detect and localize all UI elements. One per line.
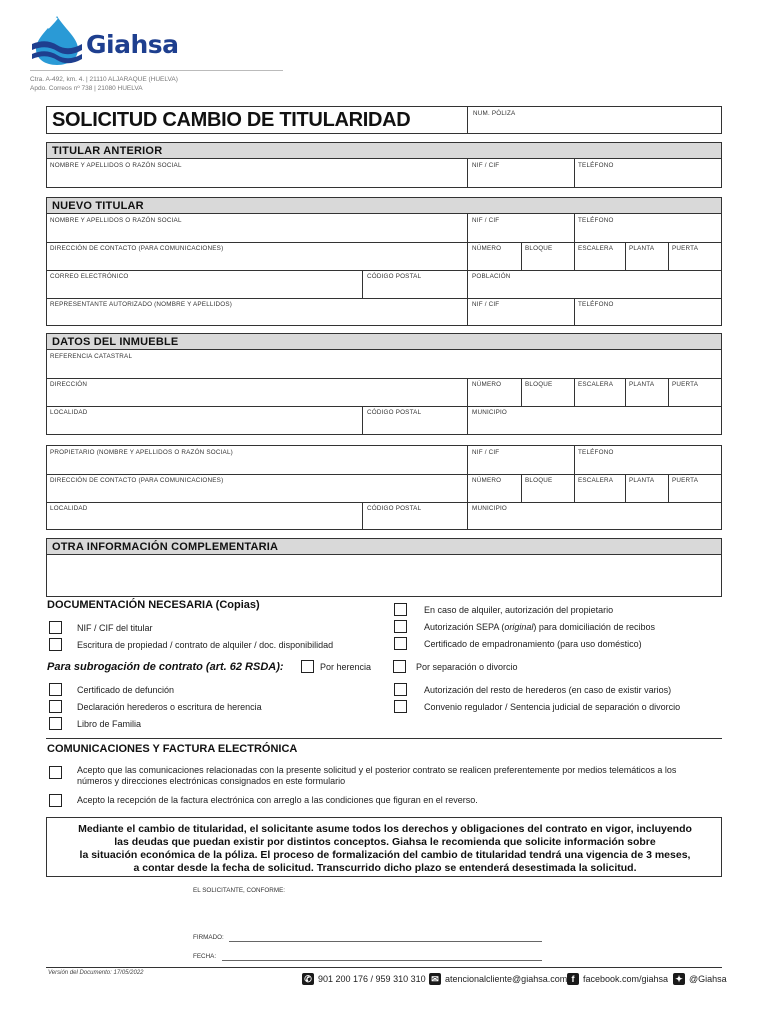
solicitante-label: EL SOLICITANTE, CONFORME: (193, 887, 286, 894)
autorizacion-herederos-checkbox[interactable] (394, 683, 407, 696)
title-box (46, 106, 722, 134)
section-nuevo-titular: NUEVO TITULAR (46, 197, 722, 214)
num-poliza-label: NUM. PÓLIZA (473, 110, 516, 117)
twitter-icon: ✦ (673, 973, 685, 985)
convenio-checkbox[interactable] (394, 700, 407, 713)
water-drop-logo-icon (28, 14, 86, 66)
legal-notice: Mediante el cambio de titularidad, el solicitante asume todos los derechos y obligaciones del contrato en vigor, incluyendo las deudas que puedan existir por distintos conceptos. Giahsa le recomienda que solicite información sobre la situación económica de la póliza. El proceso de formalización del cambio de titularidad tendrá una vigencia de 3 meses, a contar desde la fecha de solicitud. Transcurrido dicho plazo se entenderá desestimada la solicitud. (46, 817, 722, 877)
section-titular-anterior: TITULAR ANTERIOR (46, 142, 722, 159)
acepto-comunicaciones-checkbox[interactable] (49, 766, 62, 779)
defuncion-checkbox[interactable] (49, 683, 62, 696)
section-datos-inmueble: DATOS DEL INMUEBLE (46, 333, 722, 350)
documentacion-heading: DOCUMENTACIÓN NECESARIA (Copias) (47, 599, 260, 611)
libro-familia-checkbox[interactable] (49, 717, 62, 730)
comunicaciones-heading: COMUNICACIONES Y FACTURA ELECTRÓNICA (47, 743, 298, 755)
por-herencia-checkbox[interactable] (301, 660, 314, 673)
firmado-line[interactable] (229, 941, 542, 942)
fecha-line[interactable] (222, 960, 542, 961)
acepto-factura-checkbox[interactable] (49, 794, 62, 807)
address-line-1: Ctra. A-492, km. 4. | 21110 ALJARAQUE (HUELVA) (30, 76, 178, 83)
address-line-2: Apdo. Correos nº 738 | 21080 HUELVA (30, 85, 143, 92)
footer-email[interactable]: atencionalcliente@giahsa.com (445, 974, 568, 984)
titular-anterior-row[interactable]: NOMBRE Y APELLIDOS O RAZÓN SOCIAL NIF / CIF TELÉFONO (46, 158, 722, 188)
escritura-checkbox[interactable] (49, 638, 62, 651)
fecha-label: FECHA: (193, 953, 217, 960)
facebook-icon: f (567, 973, 579, 985)
nif-checkbox[interactable] (49, 621, 62, 634)
page-title: SOLICITUD CAMBIO DE TITULARIDAD (52, 109, 411, 131)
sepa-checkbox[interactable] (394, 620, 407, 633)
version-label: Versión del Documento: 17/05/2022 (48, 970, 144, 976)
alquiler-checkbox[interactable] (394, 603, 407, 616)
firmado-label: FIRMADO: (193, 934, 224, 941)
empadronamiento-checkbox[interactable] (394, 637, 407, 650)
subrogacion-label: Para subrogación de contrato (art. 62 RSDA): (47, 661, 284, 673)
propietario-grid[interactable]: PROPIETARIO (NOMBRE Y APELLIDOS O RAZÓN SOCIAL) NIF / CIF TELÉFONO DIRECCIÓN DE CONTACTO (PARA COMUNICACIONES) NÚMERO BLOQUE ESCALERA PLANTA PUERTA LOCALIDAD CÓDIGO POSTAL MUNICIPIO (46, 445, 722, 530)
por-separacion-checkbox[interactable] (393, 660, 406, 673)
inmueble-grid[interactable]: REFERENCIA CATASTRAL DIRECCIÓN NÚMERO BLOQUE ESCALERA PLANTA PUERTA LOCALIDAD CÓDIGO POSTAL MUNICIPIO (46, 349, 722, 435)
declaracion-checkbox[interactable] (49, 700, 62, 713)
footer-phone: 901 200 176 / 959 310 310 (318, 974, 426, 984)
section-otra-informacion: OTRA INFORMACIÓN COMPLEMENTARIA (46, 538, 722, 555)
header-divider (30, 70, 283, 71)
divider (46, 738, 722, 739)
phone-icon: ✆ (302, 973, 314, 985)
footer-divider (46, 967, 722, 968)
footer-facebook[interactable]: facebook.com/giahsa (583, 974, 669, 984)
email-icon: ✉ (429, 973, 441, 985)
footer-twitter[interactable]: @Giahsa (689, 974, 727, 984)
otra-informacion-field[interactable] (46, 554, 722, 597)
brand-name: Giahsa (86, 30, 179, 59)
nuevo-titular-grid[interactable]: NOMBRE Y APELLIDOS O RAZÓN SOCIAL NIF / CIF TELÉFONO DIRECCIÓN DE CONTACTO (PARA COMUNICACIONES) NÚMERO BLOQUE ESCALERA PLANTA PUERTA CORREO ELECTRÓNICO CÓDIGO POSTAL POBLACIÓN REPRESENTANTE AUTORIZADO (NOMBRE Y APELLIDOS) NIF / CIF TELÉFONO (46, 213, 722, 326)
